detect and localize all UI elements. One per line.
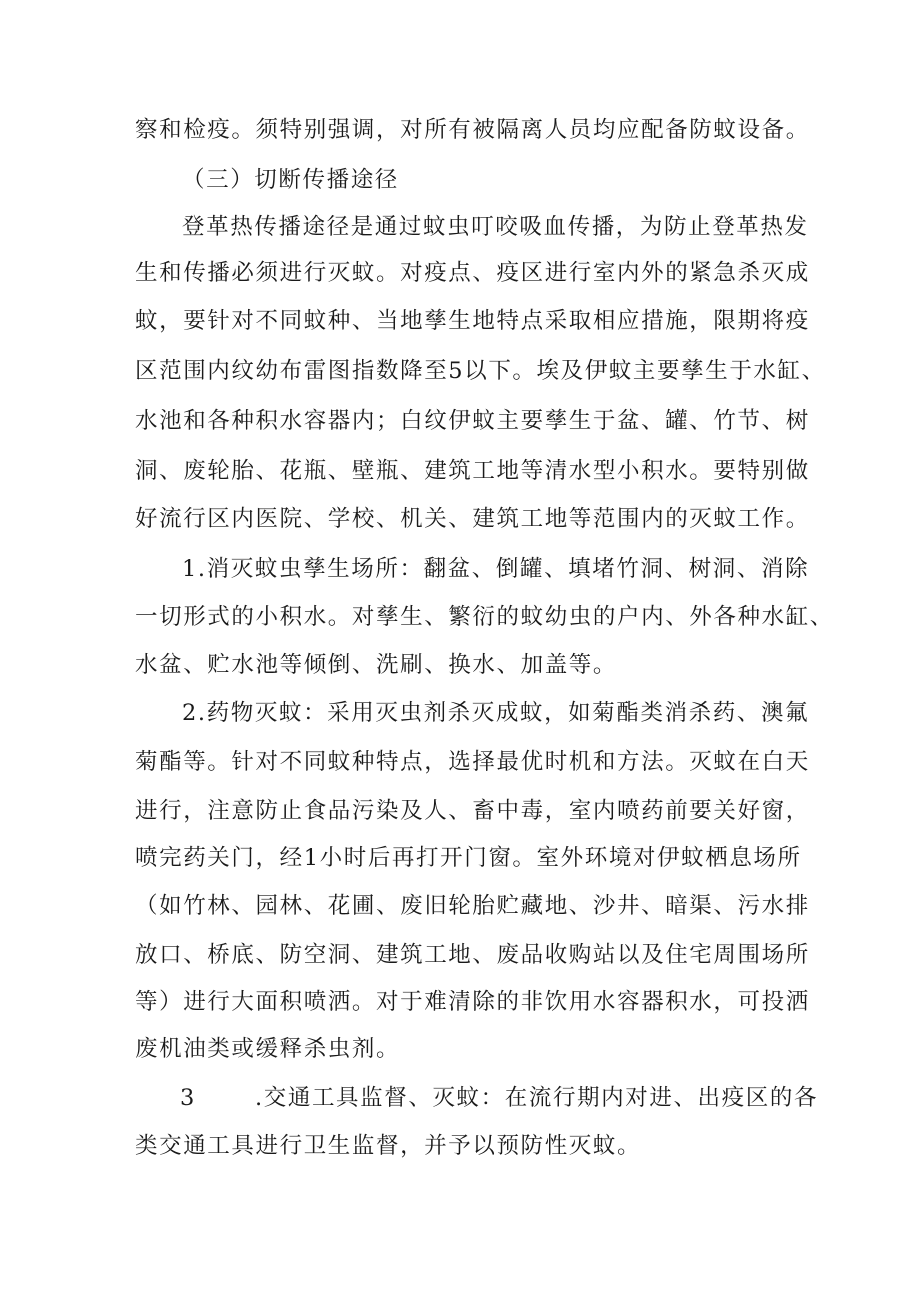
section-heading: （三）切断传播途径 (182, 167, 399, 193)
list-item-3-line: 类交通工具进行卫生监督，并予以预防性灭蚊。 (135, 1133, 642, 1159)
list-item-3-line: .交通工具监督、灭蚊：在流行期内对进、出疫区的各 (255, 1085, 819, 1111)
list-item-2-line: 废机油类或缓释杀虫剂。 (135, 1036, 401, 1062)
paragraph-line: 区范围内纹幼布雷图指数降至5以下。埃及伊蚊主要孳生于水缸、 (135, 358, 826, 384)
list-item-2-line: 喷完药关门，经1小时后再打开门窗。室外环境对伊蚊栖息场所 (135, 845, 802, 871)
list-item-1-line: 一切形式的小积水。对孳生、繁衍的蚊幼虫的户内、外各种水缸、 (135, 604, 834, 630)
list-item-2-line: 进行，注意防止食品污染及人、畜中毒，室内喷药前要关好窗， (135, 798, 810, 824)
paragraph-line: 洞、废轮胎、花瓶、壁瓶、建筑工地等清水型小积水。要特别做 (135, 458, 810, 484)
list-item-2-line: 菊酯等。针对不同蚊种特点，选择最优时机和方法。灭蚊在白天 (135, 749, 810, 775)
paragraph-line: 生和传播必须进行灭蚊。对疫点、疫区进行室内外的紧急杀灭成 (135, 260, 810, 286)
paragraph-line: 察和检疫。须特别强调，对所有被隔离人员均应配备防蚊设备。 (135, 117, 810, 143)
paragraph-line: 水池和各种积水容器内；白纹伊蚊主要孳生于盆、罐、竹节、树 (135, 408, 810, 434)
list-item-2-line: （如竹林、园林、花圃、废旧轮胎贮藏地、沙井、暗渠、污水排 (135, 893, 810, 919)
list-item-3-number: 3 (180, 1085, 196, 1111)
list-item-1-line: 1.消灭蚊虫孳生场所：翻盆、倒罐、填堵竹洞、树洞、消除 (182, 556, 810, 582)
list-item-2-line: 2.药物灭蚊：采用灭虫剂杀灭成蚊，如菊酯类消杀药、澳氟 (182, 700, 810, 726)
paragraph-line: 好流行区内医院、学校、机关、建筑工地等范围内的灭蚊工作。 (135, 506, 810, 532)
list-item-2-line: 等）进行大面积喷洒。对于难清除的非饮用水容器积水，可投洒 (135, 989, 810, 1015)
paragraph-line: 蚊，要针对不同蚊种、当地孳生地特点采取相应措施，限期将疫 (135, 308, 810, 334)
paragraph-line: 登革热传播途径是通过蚊虫叮咬吸血传播，为防止登革热发 (182, 214, 809, 240)
list-item-1-line: 水盆、贮水池等倾倒、洗刷、换水、加盖等。 (135, 652, 618, 678)
list-item-2-line: 放口、桥底、防空洞、建筑工地、废品收购站以及住宅周围场所 (135, 942, 810, 968)
